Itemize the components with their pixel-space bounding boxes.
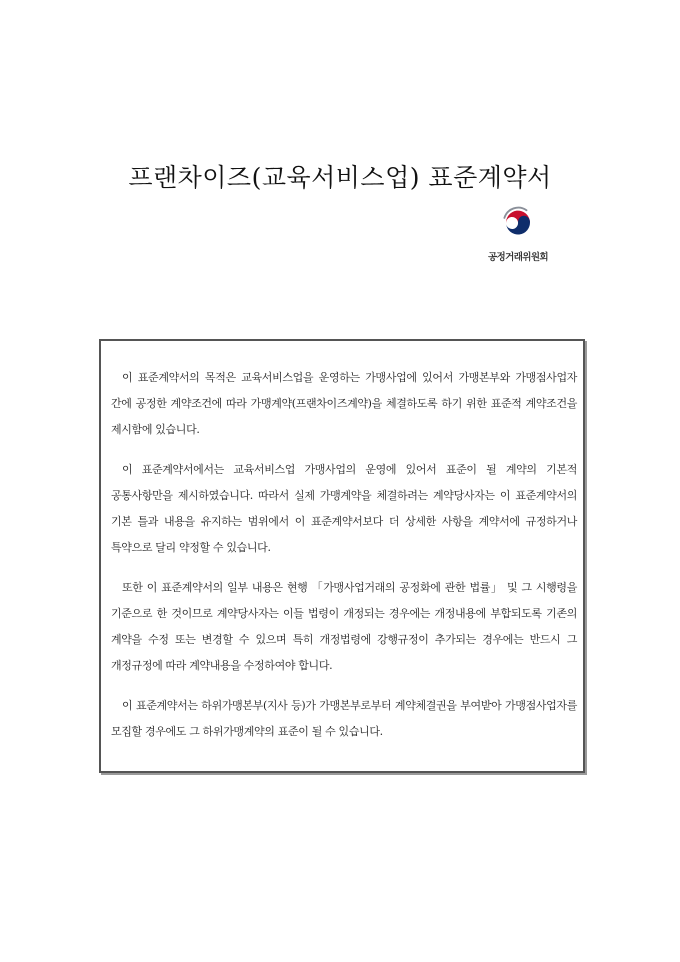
ftc-logo (474, 203, 562, 265)
logo-text: 공정거래위원회 (487, 252, 549, 263)
notice-paragraph-1: 이 표준계약서의 목적은 교육서비스업을 운영하는 가맹사업에 있어서 가맹본부와 가맹점사업자 간에 공정한 계약조건에 따라 가맹계약(프랜차이즈계약)을 체결하도록 하기 위한 표준적 계약조건을 제시함에 있습니다. (111, 371, 577, 436)
notice-box (99, 339, 585, 773)
notice-paragraph-3: 또한 이 표준계약서의 일부 내용은 현행 「가맹사업거래의 공정화에 관한 법률」 및 그 시행령을 기준으로 한 것이므로 계약당사자는 이들 법령이 개정되는 경우에는 개정내용에 부합되도록 기존의 계약을 수정 또는 변경할 수 있으며 특히 개정법령에 강행규정이 추가되는 경우에는 반드시 그 개정규정에 따라 계약내용을 수정하여야 합니다. (111, 581, 577, 672)
document-title: 프랜차이즈(교육서비스업) 표준계약서 (128, 163, 552, 192)
notice-paragraph-4: 이 표준계약서는 하위가맹본부(지사 등)가 가맹본부로부터 계약체결권을 부여받아 가맹점사업자를 모집할 경우에도 그 하위가맹계약의 표준이 될 수 있습니다. (111, 699, 577, 738)
taegeuk-emblem-icon (501, 206, 535, 240)
notice-paragraph-2: 이 표준계약서에서는 교육서비스업 가맹사업의 운영에 있어서 표준이 될 계약의 기본적 공통사항만을 제시하였습니다. 따라서 실제 가맹계약을 체결하려는 계약당사자는 이 표준계약서의 기본 틀과 내용을 유지하는 범위에서 이 표준계약서보다 더 상세한 사항을 계약서에 규정하거나 특약으로 달리 약정할 수 있습니다. (111, 463, 577, 554)
